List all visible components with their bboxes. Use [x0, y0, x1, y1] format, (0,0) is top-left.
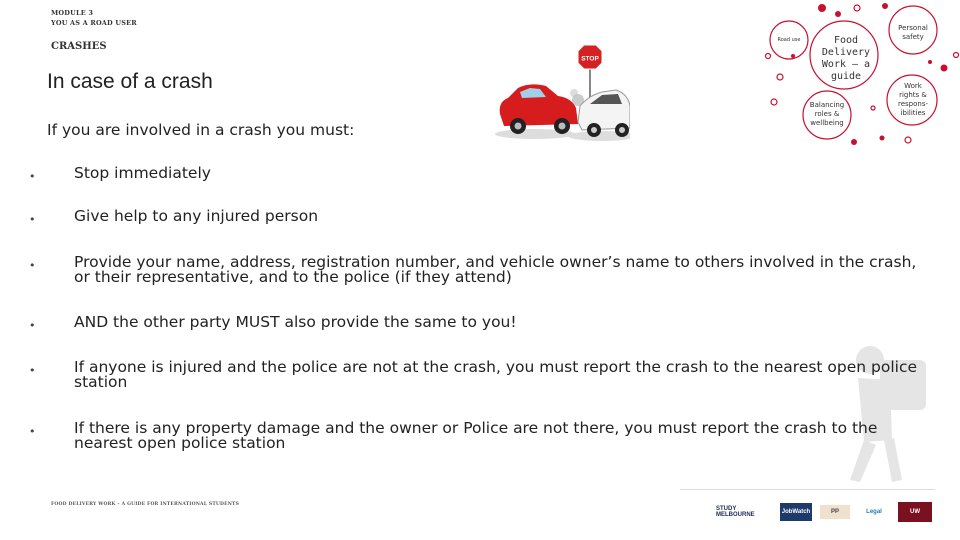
bullet-marker: • [29, 364, 36, 377]
bullet-item-1: Stop immediately [74, 164, 211, 182]
topic-diagram [760, 0, 960, 150]
jobwatch-logo: JobWatch [780, 503, 812, 521]
diagram-personal-safety-label: Personal safety [898, 24, 928, 41]
bullet-marker: • [29, 425, 36, 438]
partner-logo: PP [820, 505, 850, 519]
delivery-rider-watermark [830, 330, 940, 490]
bullet-marker: • [29, 259, 36, 272]
bullet-item-4: AND the other party MUST also provide the same to you! [74, 313, 517, 331]
footer-divider [680, 489, 935, 490]
intro-text: If you are involved in a crash you must: [47, 121, 355, 139]
bullet-marker: • [29, 170, 36, 183]
module-title: YOU AS A ROAD USER [51, 19, 137, 27]
bullet-item-6: If there is any property damage and the owner or Police are not there, you must report the crash to the nearest open police station [74, 419, 878, 452]
crash-cars-image [490, 42, 630, 142]
university-logo: UW [898, 502, 932, 522]
diagram-road-use-label: Road use [777, 37, 801, 43]
stop-sign-text: STOP [581, 55, 599, 63]
bullet-item-3: Provide your name, address, registration number, and vehicle owner’s name to others involved in the crash, or their representative, and to the police (if they attend) [74, 253, 917, 286]
diagram-center-label: Food Delivery Work – a guide [821, 35, 871, 82]
bullet-marker: • [29, 213, 36, 226]
legal-logo: Legal [866, 509, 882, 515]
diagram-balancing-label: Balancing roles & wellbeing [809, 101, 845, 127]
bullet-item-5: If anyone is injured and the police are not at the crash, you must report the crash to the nearest open police station [74, 358, 918, 391]
section-title: CRASHES [51, 41, 107, 52]
bullet-item-2: Give help to any injured person [74, 207, 319, 225]
page-title: In case of a crash [47, 70, 213, 93]
crash-illustration [490, 42, 630, 142]
module-number: MODULE 3 [51, 9, 94, 17]
footer-text: FOOD DELIVERY WORK – A GUIDE FOR INTERNATIONAL STUDENTS [51, 502, 240, 507]
study-melbourne-logo: STUDY MELBOURNE [716, 506, 755, 518]
bullet-marker: • [29, 319, 36, 332]
delivery-rider-icon [830, 330, 940, 490]
diagram-work-rights-label: Work rights & respons- ibilities [898, 82, 929, 117]
